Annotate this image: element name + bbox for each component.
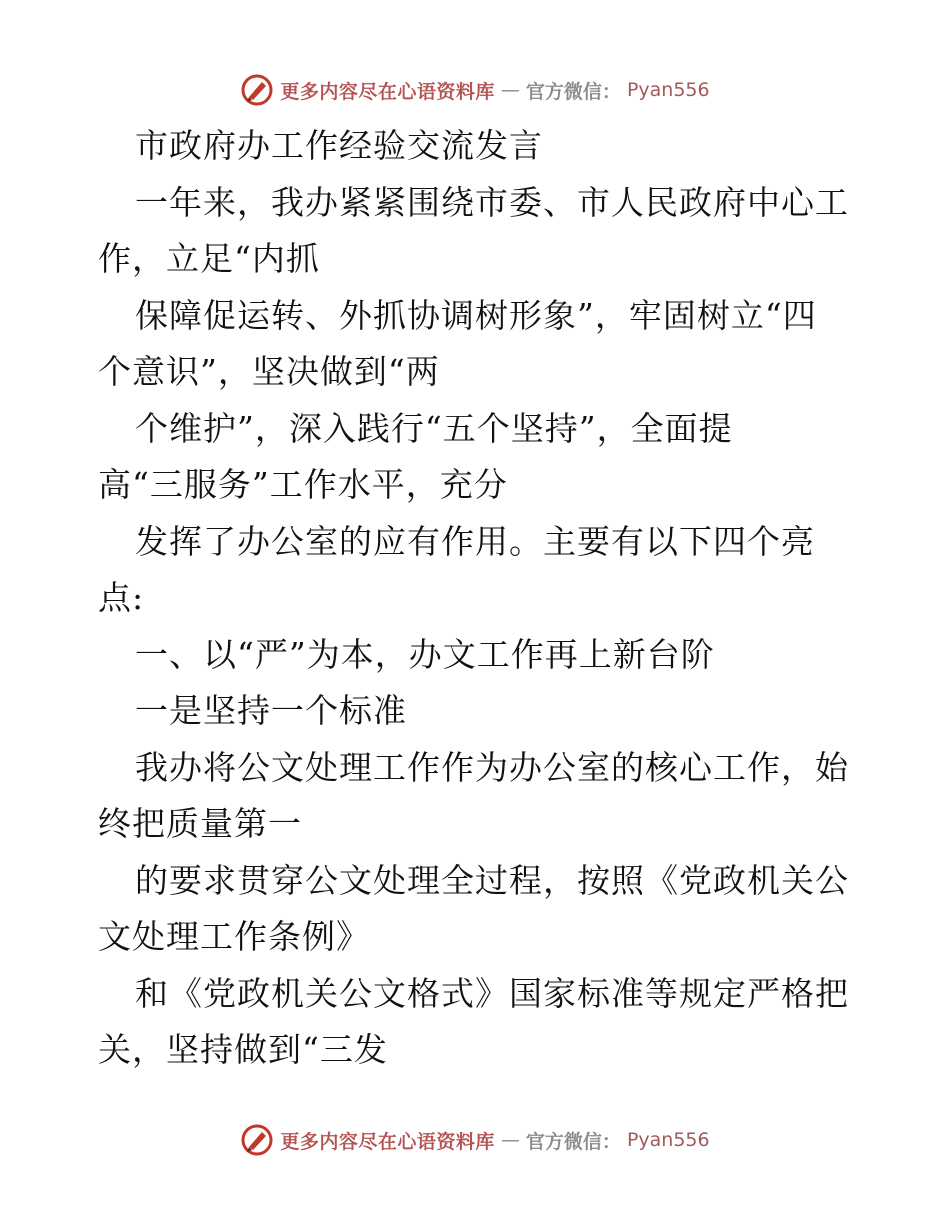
text-line: 一年来，我办紧紧围绕市委、市人民政府中心工 [135,182,849,222]
header-watermark [0,70,950,110]
text-line: 关，坚持做到“三发 [98,1030,388,1069]
watermark-label: 官方微信： [525,1130,621,1153]
watermark-separator: — [500,79,520,101]
text-line: 终把质量第一 [98,804,302,843]
text-line: 的要求贯穿公文处理全过程，按照《党政机关公 [135,860,849,900]
text-line: 发挥了办公室的应有作用。主要有以下四个亮 [135,521,815,561]
text-line: 高“三服务”工作水平，充分 [98,465,508,504]
pen-nib-circle-icon [240,73,274,107]
watermark-account: Pyan556 [626,79,710,101]
watermark-account: Pyan556 [626,1129,710,1151]
watermark-label: 官方微信： [525,80,621,103]
text-line: 和《党政机关公文格式》国家标准等规定严格把 [135,973,849,1013]
text-line: 个维护”，深入践行“五个坚持”，全面提 [135,408,733,448]
footer-watermark [0,1120,950,1160]
text-line: 我办将公文处理工作作为办公室的核心工作，始 [135,747,849,787]
text-line: 一、以“严”为本，办文工作再上新台阶 [135,634,715,674]
watermark-text: 更多内容尽在心语资料库 [280,80,495,103]
text-line: 保障促运转、外抓协调树形象”，牢固树立“四 [135,295,817,335]
text-line: 作，立足“内抓 [98,239,320,278]
text-line: 一是坚持一个标准 [135,691,407,730]
text-line: 市政府办工作经验交流发言 [135,126,543,165]
text-line: 文处理工作条例》 [98,917,370,956]
watermark-separator: — [500,1129,520,1151]
text-line: 个意识”，坚决做到“两 [98,352,440,391]
text-line: 点: [98,578,145,617]
document-body [98,118,858,1079]
pen-nib-circle-icon [240,1123,274,1157]
watermark-text: 更多内容尽在心语资料库 [280,1130,495,1153]
